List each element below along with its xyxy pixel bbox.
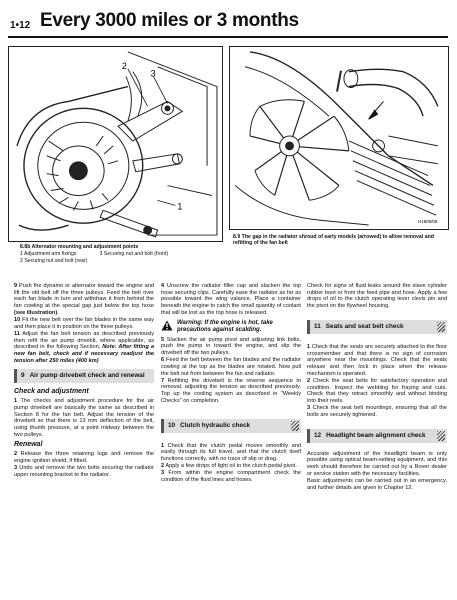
figure-radiator-shroud: [229, 46, 449, 230]
para-10-2: 2 Apply a few drops of light oil to the clutch pedal pivot.: [161, 463, 297, 470]
para-8-10: 10 Fit the new belt over the fan blades in the same way and then place it in position on the three pulleys.: [14, 317, 154, 330]
section-12-heading: 12 Headlight beam alignment check: [307, 429, 447, 443]
para-9-3: 3 Undo and remove the two bolts securing the radiator upper mounting bracket to the radiator.: [14, 464, 154, 478]
para-9-1: 1 The checks and adjustment procedure for the air pump drivebelt are basically the same as described in Section 8 for the fan belt. Adjust the tension of the drivebelt so that there is 13 mm deflection of the belt, using thumb pressure, at a point midway between the two pulleys.: [14, 398, 154, 438]
subheading-check-adjustment: Check and adjustment: [14, 388, 89, 396]
figure-code: H1800/08: [418, 219, 438, 225]
caption-radiator-text: 8.9 The gap in the radiator shroud of early models (arrowed) to allow removal and refitting of the fan belt: [233, 234, 434, 247]
column-1: [14, 283, 154, 479]
column-3: [307, 283, 447, 492]
page-number: 1•12: [10, 20, 31, 31]
para-8-9: 9 Push the dynamo or alternator toward the engine and lift the old belt off the three pulleys. Feed the belt over each fan blade in turn and withdraw it from behind the fan cowling at the special gap just below the top hose (see illustration).: [14, 283, 154, 316]
para-9-5: 5 Slacken the air pump pivot and adjusting link bolts, push the pump in toward the engine, and slip the drivebelt off the two pulleys.: [161, 336, 301, 356]
page-title: Every 3000 miles or 3 months: [40, 10, 299, 31]
subheading-renewal: Renewal: [14, 441, 43, 449]
caption-item-3: 3 Securing nut and bolt (front): [99, 251, 169, 258]
para-10-3: 3 From within the engine compartment check the condition of the fluid lines and hoses.: [161, 470, 301, 484]
para-12-1: Accurate adjustment of the headlight beam is only possible using optical beam-setting equipment, and this work should therefore be carried out by a Rover dealer or service station with the necessary facilities.: [307, 450, 447, 477]
para-9-4: 4 Unscrew the radiator filler cap and slacken the top hose securing clips. Carefully ease the radiator as far as possible toward the wing valance. Place a container beneath the engine to catch the small quantity of coolant that will be lost as the top hose is released.: [161, 283, 301, 316]
caption-radiator: [233, 234, 448, 247]
para-8-11: 11 Adjust the fan belt tension as described previously then refit the air pump driveblt, where applicable, as described in the following Section. Note: After fitting a new fan belt, check and if necessary readjust the tension after 250 miles (400 km): [14, 330, 154, 364]
section-10-heading: 10 Clutch hydraulic check: [161, 419, 301, 433]
callout-3: 3: [150, 68, 156, 79]
caption-item-1: 1 Adjustment arm fixings: [20, 251, 77, 258]
para-12-2: Basic adjustments can be carried out in an emergency, and further details are given in Chapter 12.: [307, 477, 447, 491]
caption-alternator-title: 8.8b Alternator mounting and adjustment points: [20, 244, 139, 250]
column-2: [161, 283, 301, 484]
caption-alternator: [20, 244, 220, 264]
para-11-2: 2 Check the seat belts for satisfactory operation and condition. Inspect the webbing for fraying and cuts. Check that they retract smoothly and without binding into their reels.: [307, 377, 447, 404]
caption-item-2: 2 Securing nut and bolt (rear): [20, 257, 88, 264]
warning-text: Warning: If the engine is hot, take precautions against scalding.: [177, 319, 273, 333]
para-11-3: 3 Check the seat belt mountings, ensuring that all the bolts are securely tightened.: [307, 405, 447, 418]
para-9-7: 7 Refitting the drivebelt is the reverse sequence to removal, adjusting the tension as described previously. Top up the cooling system as described in "Weekly Checks" on completion.: [161, 377, 301, 404]
para-11-1: 1 Check that the seats are securely attached to the floor crossmember and that there is no sign of corrosion anywhere near the mountings. Check that the seats release and then lock in place when the release mechanism is operated.: [307, 343, 447, 377]
warning-box: [161, 320, 301, 334]
callout-2: 2: [121, 60, 127, 71]
para-9-2: 2 Release the three retaining lugs and remove the engine ignition shield, if fitted.: [14, 451, 154, 464]
figure-alternator: [8, 46, 223, 242]
warning-triangle-icon: [161, 320, 173, 331]
header-rule: [8, 36, 448, 38]
page-header: [8, 6, 448, 38]
para-10-cont: Check for signs of fluid leaks around the slave cylinder rubber boot or from the feed pipe and hose. Apply a few drops of oil to the clutch operating lever clevis pin and the pivot on the flywheel housing.: [307, 283, 447, 310]
section-11-heading: 11 Seats and seat belt check: [307, 320, 447, 334]
radiator-illustration: [230, 47, 448, 229]
callout-1: 1: [177, 201, 183, 212]
section-9-heading: 9 Air pump drivebelt check and renewal: [14, 369, 154, 383]
alternator-illustration: [9, 47, 222, 241]
para-10-1: 1 Check that the clutch pedal moves smoothly and easily through its full travel, and that the clutch itself functions correctly, with no trace of slip or drag.: [161, 442, 301, 462]
para-9-6: 6 Feed the belt between the fan blades and the radiator cowling at the top as the blades are rotated. Now pull the belt out from between the fan and radiator.: [161, 357, 301, 377]
